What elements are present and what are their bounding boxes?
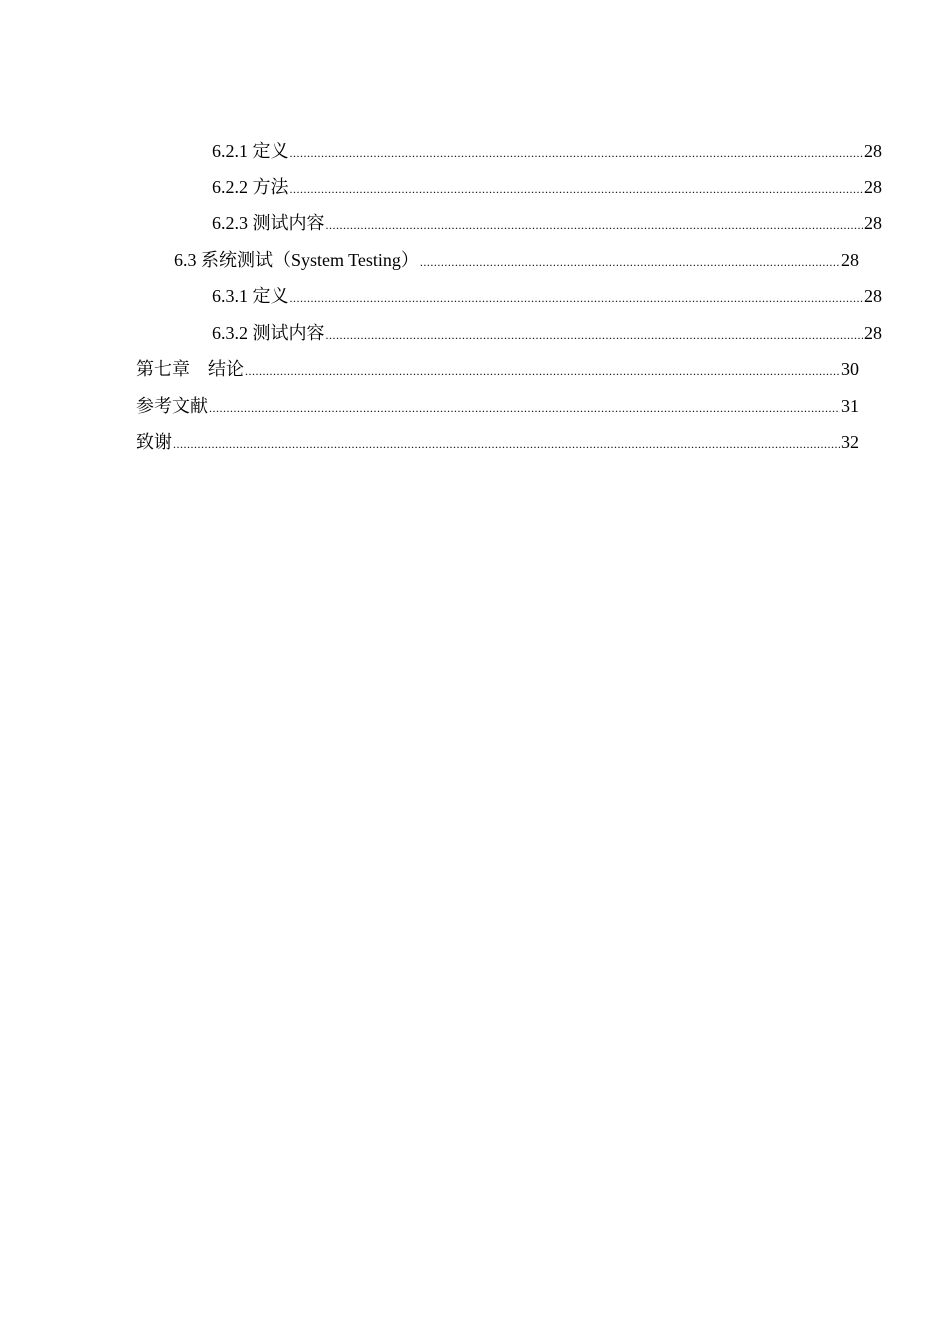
toc-entry-label: 6.2.2 方法 (212, 177, 289, 197)
toc-dot-leader (173, 431, 840, 457)
toc-entry-6-2-1[interactable] (212, 138, 882, 164)
toc-entry-label: 致谢 (136, 432, 172, 452)
toc-page-number: 28 (864, 141, 882, 161)
toc-entry-references[interactable] (136, 393, 859, 419)
toc-dot-leader (326, 212, 864, 238)
toc-dot-leader (245, 358, 840, 384)
toc-entry-label: 6.3.1 定义 (212, 286, 289, 306)
toc-dot-leader (290, 140, 864, 166)
toc-dot-leader (420, 249, 840, 275)
toc-entry-label: 参考文献 (136, 396, 208, 416)
toc-entry-chapter-7[interactable] (136, 356, 859, 382)
toc-entry-6-3-2[interactable] (212, 320, 882, 346)
toc-page-number: 28 (864, 177, 882, 197)
toc-dot-leader (290, 285, 864, 311)
toc-dot-leader (209, 395, 840, 421)
toc-entry-acknowledgements[interactable] (136, 429, 859, 455)
toc-dot-leader (326, 322, 864, 348)
toc-page-number: 28 (841, 250, 859, 270)
toc-entry-label: 6.2.3 测试内容 (212, 213, 325, 233)
toc-entry-6-2-3[interactable] (212, 210, 882, 236)
toc-page-number: 30 (841, 359, 859, 379)
toc-dot-leader (290, 176, 864, 202)
toc-page-number: 28 (864, 213, 882, 233)
toc-page-number: 31 (841, 396, 859, 416)
toc-entry-6-3-1[interactable] (212, 283, 882, 309)
toc-page-number: 28 (864, 286, 882, 306)
toc-page-number: 28 (864, 323, 882, 343)
toc-page-number: 32 (841, 432, 859, 452)
toc-entry-label: 第七章 结论 (136, 359, 244, 379)
toc-entry-label: 6.2.1 定义 (212, 141, 289, 161)
toc-entry-6-2-2[interactable] (212, 174, 882, 200)
toc-entry-label: 6.3.2 测试内容 (212, 323, 325, 343)
toc-entry-6-3[interactable] (174, 247, 859, 273)
toc-entry-label: 6.3 系统测试（System Testing） (174, 250, 419, 270)
